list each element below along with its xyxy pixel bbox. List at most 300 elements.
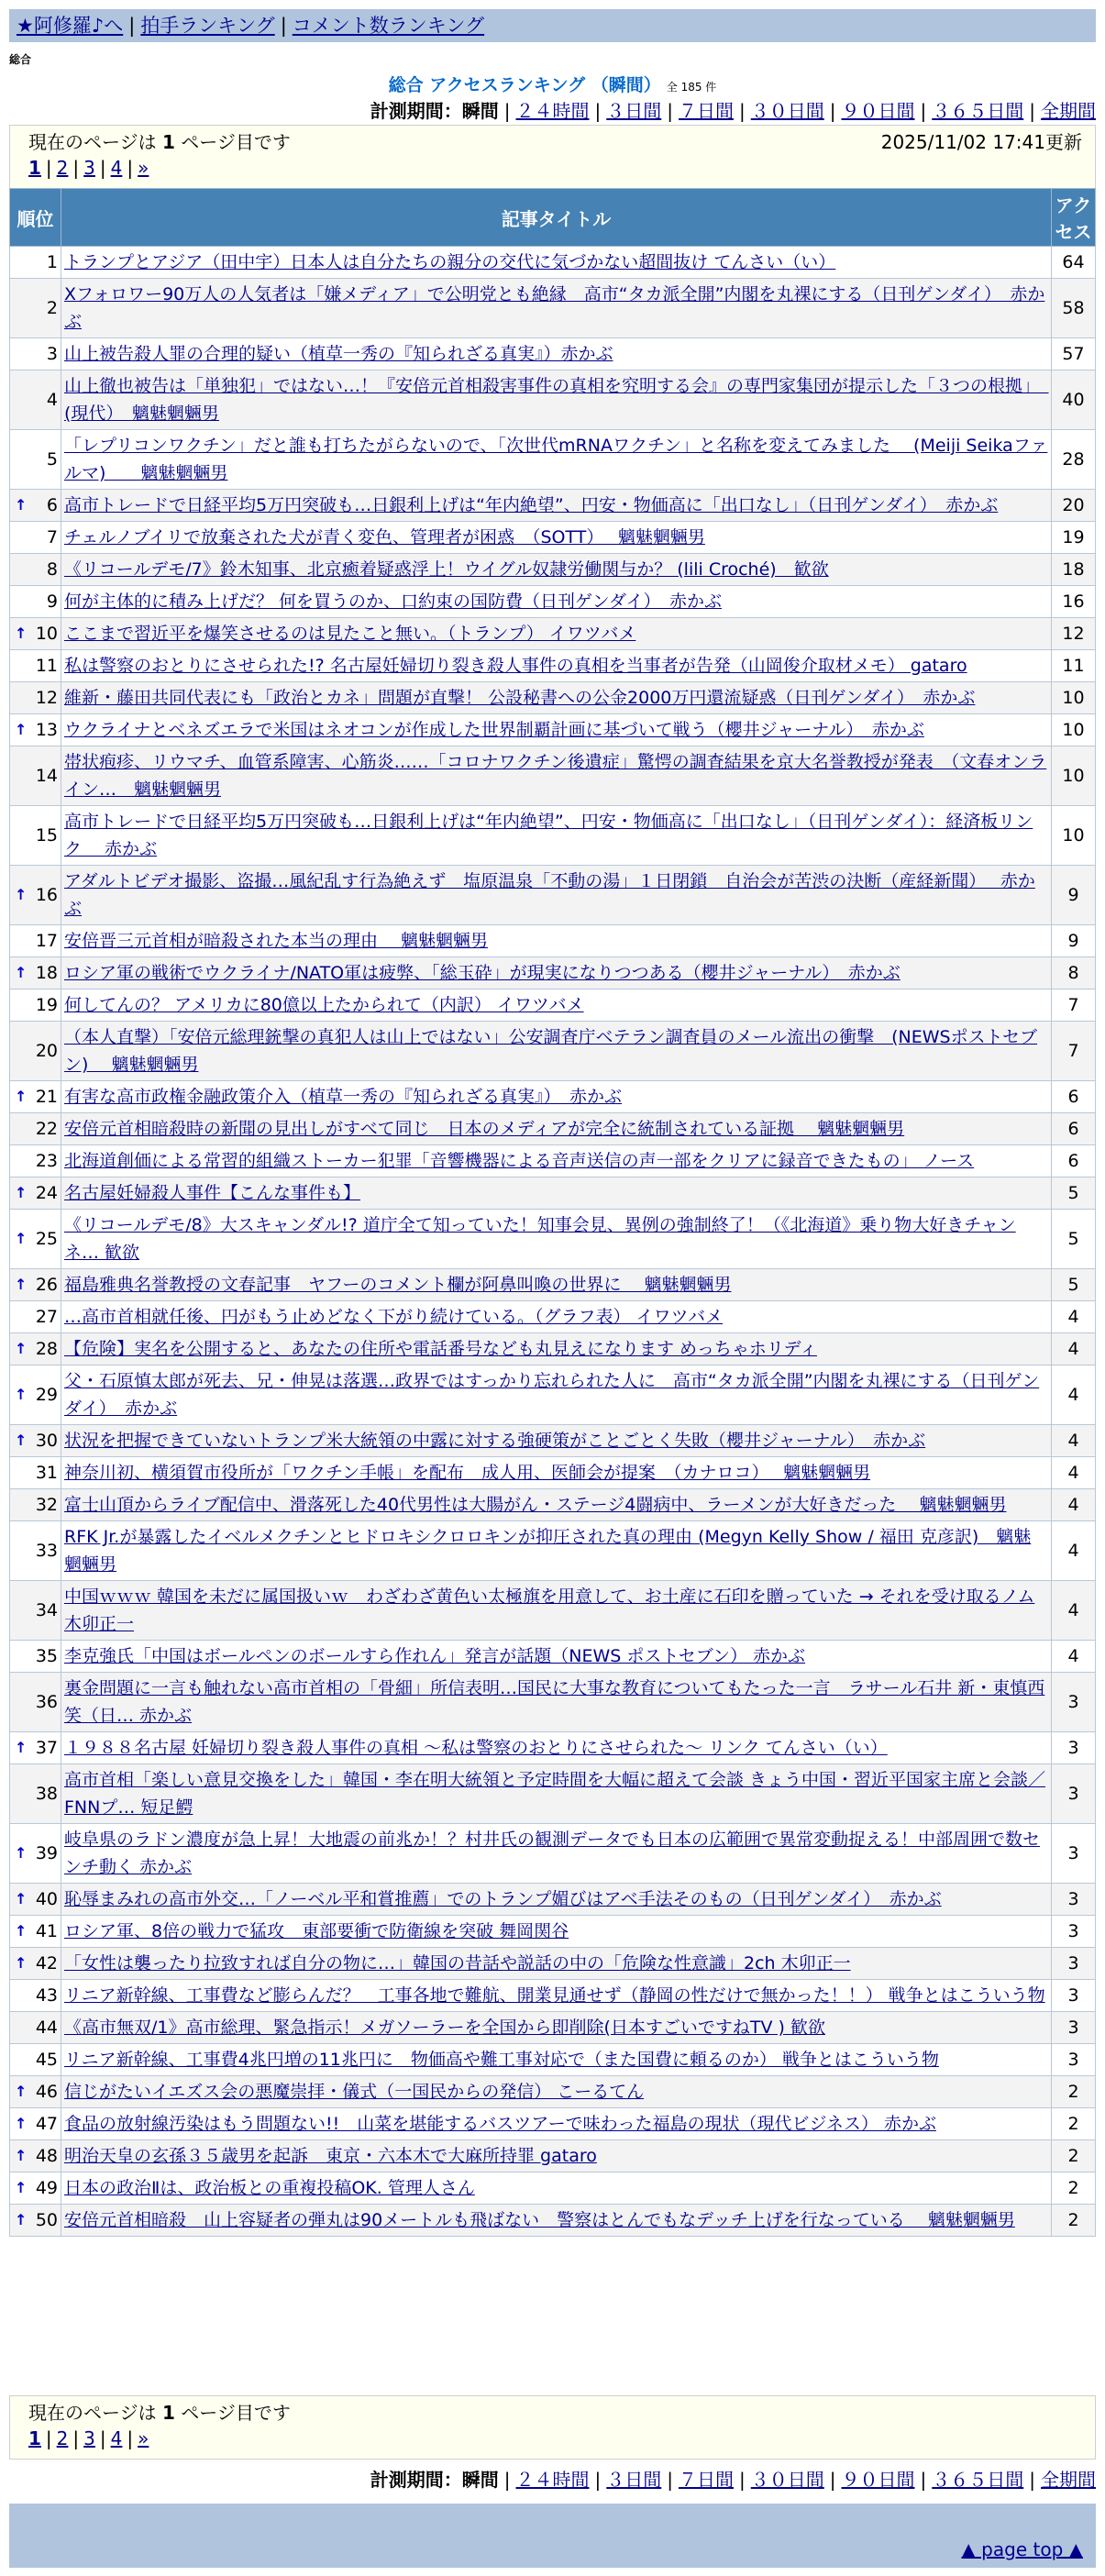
period-option-link[interactable]: ９０日間: [841, 100, 915, 122]
rank-cell: [10, 1581, 61, 1641]
access-count: 3: [1052, 2044, 1096, 2076]
article-title-link[interactable]: 何してんの？ アメリカに80億以上たかられて（内訳） イワツバメ: [64, 995, 584, 1015]
table-row: [10, 714, 1096, 746]
page-link[interactable]: 2: [56, 157, 69, 179]
title-cell: [61, 925, 1052, 957]
access-count: 4: [1052, 1333, 1096, 1365]
page-separator: |: [99, 2427, 106, 2449]
current-page-line: [28, 2400, 1077, 2426]
article-title-link[interactable]: ロシア軍、8倍の戦力で猛攻 東部要衝で防衛線を突破 舞岡関谷: [64, 1921, 569, 1941]
rank-cell: [10, 338, 61, 370]
rank-up-arrow-icon: ↑: [15, 1230, 28, 1247]
title-cell: [61, 2108, 1052, 2140]
rank-up-arrow-icon: ↑: [15, 1088, 28, 1105]
rank-cell: [10, 1673, 61, 1732]
rank-number: 32: [35, 1495, 58, 1515]
title-cell: [61, 247, 1052, 279]
rank-number: 41: [35, 1921, 58, 1941]
article-title-link[interactable]: （本人直撃）「安倍元総理銃撃の真犯人は山上ではない」公安調査庁ベテラン調査員のメール流出の衝撃 (NEWSポストセブン) 魑魅魍魎男: [64, 1027, 1038, 1075]
asyura-home-link[interactable]: ★阿修羅♪へ: [17, 15, 124, 37]
rank-cell: [10, 957, 61, 989]
rank-number: 43: [35, 1985, 58, 2006]
access-count: 2: [1052, 2108, 1096, 2140]
table-row: [10, 370, 1096, 430]
ranking-table: [9, 188, 1096, 2237]
period-label: 計測期間：: [370, 100, 462, 122]
rank-cell: [10, 1732, 61, 1764]
table-row: [10, 1081, 1096, 1113]
article-title-link[interactable]: 「レプリコンワクチン」だと誰も打ちたがらないので、「次世代mRNAワクチン」と名称を変えてみました (Meiji Seikaファルマ) 魑魅魍魎男: [64, 436, 1048, 483]
article-title-link[interactable]: 食品の放射線汚染はもう問題ない!! 山菜を堪能するバスツアーで味わった福島の現状（現代ビジネス） 赤かぶ: [64, 2114, 936, 2134]
rank-cell: [10, 1210, 61, 1269]
period-option-link[interactable]: 全期間: [1041, 2469, 1096, 2491]
current-page-text: ページ目です: [174, 2402, 291, 2424]
rank-cell: [10, 554, 61, 586]
title-cell: [61, 2044, 1052, 2076]
access-count: 5: [1052, 1210, 1096, 1269]
period-separator: |: [829, 2469, 836, 2491]
table-row: [10, 1365, 1096, 1425]
period-option-link[interactable]: ３６５日間: [932, 2469, 1024, 2491]
article-title-link[interactable]: 日本の政治Ⅱは、政治板との重複投稿OK. 管理人さん: [64, 2178, 475, 2198]
rank-up-arrow-icon: ↑: [15, 2083, 28, 2100]
title-cell: [61, 1210, 1052, 1269]
rank-number: 42: [35, 1953, 58, 1973]
page-link[interactable]: 4: [110, 157, 123, 179]
title-cell: [61, 1333, 1052, 1365]
table-row: [10, 1764, 1096, 1824]
rank-number: 20: [35, 1041, 58, 1061]
article-title-link[interactable]: 岐阜県のラドン濃度が急上昇！大地震の前兆か！？村井氏の観測データでも日本の広範囲で異常変動捉える！中部周囲で数センチ動く 赤かぶ: [64, 1830, 1041, 1877]
rank-number: 22: [35, 1119, 58, 1139]
period-option-link[interactable]: ７日間: [679, 2469, 734, 2491]
page-separator: |: [45, 157, 52, 179]
current-page-text: ページ目です: [174, 131, 291, 153]
page-link[interactable]: 2: [56, 2427, 69, 2449]
page-top-link[interactable]: ▲ page top ▲: [961, 2538, 1083, 2560]
rank-cell: [10, 1145, 61, 1177]
title-cell: [61, 1948, 1052, 1980]
pager-top: [9, 125, 1096, 189]
rank-cell: [10, 989, 61, 1022]
rank-number: 7: [46, 527, 58, 547]
rank-number: 9: [46, 591, 58, 612]
rank-cell: [10, 682, 61, 714]
article-title-link[interactable]: 《リコールデモ/7》鈴木知事、北京癒着疑惑浮上！ウイグル奴隷労働関与か？ (lili Croché) 歓欲: [64, 559, 829, 580]
access-count: 4: [1052, 1521, 1096, 1581]
rank-number: 1: [46, 252, 58, 272]
rank-number: 10: [35, 624, 58, 644]
rank-cell: [10, 586, 61, 618]
table-row: [10, 1457, 1096, 1489]
article-title-link[interactable]: 富士山頂からライブ配信中、滑落死した40代男性は大腸がん・ステージ4闘病中、ラーメンが大好きだった 魑魅魍魎男: [64, 1495, 1007, 1515]
page-separator: |: [72, 157, 80, 179]
article-title-link[interactable]: 有害な高市政権金融政策介入（植草一秀の『知られざる真実』） 赤かぶ: [64, 1087, 623, 1107]
table-row: [10, 1210, 1096, 1269]
access-count: 18: [1052, 554, 1096, 586]
rank-up-arrow-icon: ↑: [15, 964, 28, 981]
access-count: 57: [1052, 338, 1096, 370]
article-title-link[interactable]: 【危険】実名を公開すると、あなたの住所や電話番号なども丸見えになります めっちゃホリディ: [64, 1339, 817, 1359]
rank-cell: [10, 1764, 61, 1824]
period-separator: |: [920, 2469, 927, 2491]
article-title-link[interactable]: 信じがたいイエズス会の悪魔崇拝・儀式（一国民からの発信） こーるてん: [64, 2082, 645, 2102]
rank-number: 47: [35, 2114, 58, 2134]
rank-number: 25: [35, 1229, 58, 1249]
access-count: 58: [1052, 279, 1096, 338]
title-cell: [61, 1641, 1052, 1673]
table-row: [10, 247, 1096, 279]
rank-cell: [10, 1425, 61, 1457]
title-cell: [61, 2012, 1052, 2044]
table-row: [10, 746, 1096, 806]
article-title-link[interactable]: 《リコールデモ/8》大スキャンダル!? 道庁全て知っていた！知事会見、異例の強制終了！（《北海道》乗り物大好きチャンネ… 歓欲: [64, 1215, 1016, 1263]
table-row: [10, 1948, 1096, 1980]
period-option-link[interactable]: ７日間: [679, 100, 734, 122]
access-count: 4: [1052, 1301, 1096, 1333]
article-title-link[interactable]: 高市トレードで日経平均5万円突破も…日銀利上げは“年内絶望”、円安・物価高に「出口なし」（日刊ゲンダイ） 赤かぶ: [64, 495, 999, 515]
page-link[interactable]: 4: [110, 2427, 123, 2449]
article-title-link[interactable]: 父・石原慎太郎が死去、兄・伸晃は落選…政界ではすっかり忘れられた人に 高市“タカ派全開”内閣を丸裸にする（日刊ゲンダイ） 赤かぶ: [64, 1371, 1040, 1419]
rank-cell: [10, 806, 61, 866]
title-cell: [61, 490, 1052, 522]
article-title-link[interactable]: Xフォロワー90万人の人気者は「嫌メディア」で公明党とも絶縁 高市“タカ派全開”内閣を丸裸にする（日刊ゲンダイ） 赤かぶ: [64, 284, 1045, 332]
rank-number: 36: [35, 1692, 58, 1712]
page-separator: |: [127, 2427, 134, 2449]
title-cell: [61, 554, 1052, 586]
title-cell: [61, 1301, 1052, 1333]
article-title-link[interactable]: 何が主体的に積み上げだ？ 何を買うのか、口約束の国防費（日刊ゲンダイ） 赤かぶ: [64, 591, 723, 612]
period-option-link[interactable]: ３６５日間: [932, 100, 1024, 122]
title-cell: [61, 1269, 1052, 1301]
table-row: [10, 2076, 1096, 2108]
page-separator: |: [45, 2427, 52, 2449]
rank-cell: [10, 746, 61, 806]
table-row: [10, 522, 1096, 554]
rank-cell: [10, 1884, 61, 1916]
title-cell: [61, 682, 1052, 714]
period-label: 計測期間：: [370, 2469, 462, 2491]
table-row: [10, 1884, 1096, 1916]
title-cell: [61, 1824, 1052, 1884]
article-title-link[interactable]: １９８８名古屋 妊婦切り裂き殺人事件の真相 ～私は警察のおとりにさせられた～ リンク てんさい（い）: [64, 1738, 888, 1758]
rank-cell: [10, 1948, 61, 1980]
title-cell: [61, 1113, 1052, 1145]
table-row: [10, 650, 1096, 682]
table-row: [10, 989, 1096, 1022]
rank-up-arrow-icon: ↑: [15, 2147, 28, 2164]
article-title-link[interactable]: 高市首相「楽しい意見交換をした」韓国・李在明大統領と予定時間を大幅に超えて会談 きょう中国・習近平国家主席と会談／FNNプ… 短足鰐: [64, 1770, 1046, 1818]
table-row: [10, 2140, 1096, 2172]
title-cell: [61, 2205, 1052, 2237]
article-title-link[interactable]: 帯状疱疹、リウマチ、血管系障害、心筋炎……「コロナワクチン後遺症」驚愕の調査結果を京大名誉教授が発表 （文春オンライン… 魑魅魍魎男: [64, 752, 1047, 800]
access-count: 4: [1052, 1581, 1096, 1641]
article-title-link[interactable]: リニア新幹線、工事費4兆円増の11兆円に 物価高や難工事対応で（また国費に頼るのか） 戦争とはこういう物: [64, 2050, 939, 2070]
page-link[interactable]: 1: [28, 2427, 41, 2449]
article-title-link[interactable]: 名古屋妊婦殺人事件【こんな事件も】: [64, 1183, 361, 1203]
table-row: [10, 1673, 1096, 1732]
rank-up-arrow-icon: ↑: [15, 1276, 28, 1293]
page-title: 総合 アクセスランキング （瞬間）: [388, 75, 661, 95]
rank-cell: [10, 618, 61, 650]
period-option-link[interactable]: ２４時間: [515, 100, 590, 122]
period-option-link[interactable]: ３日間: [606, 100, 662, 122]
rank-number: 49: [35, 2178, 58, 2198]
rank-number: 19: [35, 995, 58, 1015]
rank-up-arrow-icon: ↑: [15, 1890, 28, 1907]
page-links: [28, 155, 1077, 181]
article-title-link[interactable]: 「女性は襲ったり拉致すれば自分の物に…」韓国の昔話や説話の中の「危険な性意識」2ch 木卯正一: [64, 1953, 851, 1973]
table-row: [10, 1824, 1096, 1884]
article-title-link[interactable]: 維新・藤田共同代表にも「政治とカネ」問題が直撃！ 公設秘書への公金2000万円還流疑惑（日刊ゲンダイ） 赤かぶ: [64, 688, 976, 708]
article-title-link[interactable]: 状況を把握できていないトランプ米大統領の中露に対する強硬策がことごとく失敗（櫻井ジャーナル） 赤かぶ: [64, 1431, 926, 1451]
title-cell: [61, 522, 1052, 554]
rank-number: 26: [35, 1275, 58, 1295]
article-title-link[interactable]: チェルノブイリで放棄された犬が青く変色、管理者が困惑 （SOTT） 魑魅魍魎男: [64, 527, 705, 547]
access-count: 20: [1052, 490, 1096, 522]
rank-number: 23: [35, 1151, 58, 1171]
current-page-text: 現在のページは: [28, 2402, 162, 2424]
rank-cell: [10, 1980, 61, 2012]
rank-cell: [10, 2012, 61, 2044]
rank-number: 21: [35, 1087, 58, 1107]
article-title-link[interactable]: …高市首相就任後、円がもう止めどなく下がり続けている。（グラフ表） イワツバメ: [64, 1307, 724, 1327]
period-option-link[interactable]: ３日間: [606, 2469, 662, 2491]
article-title-link[interactable]: 高市トレードで日経平均5万円突破も…日銀利上げは“年内絶望”、円安・物価高に「出口なし」（日刊ゲンダイ）：経済板リンク 赤かぶ: [64, 812, 1033, 859]
table-row: [10, 957, 1096, 989]
title-cell: [61, 2140, 1052, 2172]
rank-number: 35: [35, 1646, 58, 1666]
rank-number: 2: [46, 298, 58, 318]
rank-cell: [10, 2172, 61, 2205]
title-cell: [61, 650, 1052, 682]
period-option-link[interactable]: ３０日間: [750, 100, 824, 122]
page-link[interactable]: »: [138, 2427, 149, 2449]
period-option-link[interactable]: ３０日間: [750, 2469, 824, 2491]
rank-cell: [10, 2076, 61, 2108]
article-title-link[interactable]: 山上徹也被告は「単独犯」ではない…！『安倍元首相殺害事件の真相を究明する会』の専門家集団が提示した「３つの根拠」 (現代） 魑魅魍魎男: [64, 376, 1049, 424]
article-title-link[interactable]: 福島雅典名誉教授の文春記事 ヤフーのコメント欄が阿鼻叫喚の世界に 魑魅魍魎男: [64, 1275, 732, 1295]
rank-number: 37: [35, 1738, 58, 1758]
table-row: [10, 2172, 1096, 2205]
period-separator: |: [503, 2469, 511, 2491]
access-count: 2: [1052, 2140, 1096, 2172]
article-title-link[interactable]: リニア新幹線、工事費など膨らんだ？ 工事各地で難航、開業見通せず（静岡の性だけで無かった！！） 戦争とはこういう物: [64, 1985, 1045, 2006]
period-separator: |: [1029, 2469, 1035, 2491]
title-cell: [61, 338, 1052, 370]
title-cell: [61, 1145, 1052, 1177]
rank-number: 45: [35, 2050, 58, 2070]
table-row: [10, 2108, 1096, 2140]
article-title-link[interactable]: 山上被告殺人罪の合理的疑い（植草一秀の『知られざる真実』）赤かぶ: [64, 344, 613, 364]
rank-number: 27: [35, 1307, 58, 1327]
rank-cell: [10, 1824, 61, 1884]
article-title-link[interactable]: 北海道創価による常習的組織ストーカー犯罪「音響機器による音声送信の声一部をクリアに録音できたもの」 ノース: [64, 1151, 975, 1171]
rank-up-arrow-icon: ↑: [15, 1184, 28, 1201]
rank-cell: [10, 1269, 61, 1301]
rank-number: 12: [35, 688, 58, 708]
access-count: 5: [1052, 1269, 1096, 1301]
rank-cell: [10, 1333, 61, 1365]
title-cell: [61, 618, 1052, 650]
table-row: [10, 618, 1096, 650]
table-row: [10, 1489, 1096, 1521]
table-row: [10, 925, 1096, 957]
rank-cell: [10, 1365, 61, 1425]
article-title-link[interactable]: RFK Jr.が暴露したイベルメクチンとヒドロキシクロロキンが抑圧された真の理由 (Megyn Kelly Show / 福田 克彦訳) 魑魅魍魎男: [64, 1527, 1032, 1575]
access-count: 3: [1052, 1764, 1096, 1824]
title-cell: [61, 957, 1052, 989]
rank-number: 18: [35, 963, 58, 983]
rank-cell: [10, 490, 61, 522]
page-separator: |: [72, 2427, 80, 2449]
applause-ranking-link[interactable]: 拍手ランキング: [140, 15, 275, 37]
access-count: 3: [1052, 1884, 1096, 1916]
rank-cell: [10, 650, 61, 682]
rank-cell: [10, 2044, 61, 2076]
title-cell: [61, 1365, 1052, 1425]
table-row: [10, 682, 1096, 714]
rank-number: 17: [35, 931, 58, 951]
rank-column-header: 順位: [10, 189, 61, 247]
access-count: 3: [1052, 1732, 1096, 1764]
table-row: [10, 338, 1096, 370]
access-count: 4: [1052, 1489, 1096, 1521]
pager-bottom: [9, 2395, 1096, 2460]
table-row: [10, 2044, 1096, 2076]
rank-number: 50: [35, 2210, 58, 2230]
current-page-text: 現在のページは: [28, 131, 162, 153]
article-title-link[interactable]: 裏金問題に一言も触れない高市首相の「骨細」所信表明…国民に大事な教育についてもたった一言 ラサール石井 新・東慎西笑（日… 赤かぶ: [64, 1678, 1045, 1726]
article-title-link[interactable]: 明治天皇の玄孫３５歳男を起訴 東京・六本木で大麻所持罪 gataro: [64, 2146, 597, 2166]
rank-number: 34: [35, 1600, 58, 1620]
rank-number: 11: [35, 656, 58, 676]
rank-up-arrow-icon: ↑: [15, 1340, 28, 1357]
period-option-link[interactable]: ２４時間: [515, 2469, 590, 2491]
rank-number: 14: [35, 766, 58, 786]
article-title-link[interactable]: ウクライナとベネズエラで米国はネオコンが作成した世界制覇計画に基づいて戦う（櫻井ジャーナル） 赤かぶ: [64, 720, 924, 740]
article-title-link[interactable]: 安倍晋三元首相が暗殺された本当の理由 魑魅魍魎男: [64, 931, 489, 951]
page-link[interactable]: »: [138, 157, 149, 179]
access-count: 10: [1052, 714, 1096, 746]
page-link[interactable]: 3: [83, 2427, 95, 2449]
article-title-link[interactable]: 私は警察のおとりにさせられた!? 名古屋妊婦切り裂き殺人事件の真相を当事者が告発（山岡俊介取材メモ） gataro: [64, 656, 967, 676]
access-count: 3: [1052, 1980, 1096, 2012]
period-option-link[interactable]: ９０日間: [841, 2469, 915, 2491]
period-separator: |: [503, 100, 511, 122]
title-cell: [61, 1884, 1052, 1916]
rank-number: 29: [35, 1385, 58, 1405]
rank-up-arrow-icon: ↑: [15, 886, 28, 903]
rank-number: 31: [35, 1463, 58, 1483]
rank-up-arrow-icon: ↑: [15, 1954, 28, 1972]
rank-up-arrow-icon: ↑: [15, 1432, 28, 1449]
title-cell: [61, 2172, 1052, 2205]
title-cell: [61, 806, 1052, 866]
title-cell: [61, 1425, 1052, 1457]
article-title-link[interactable]: 神奈川初、横須賀市役所が「ワクチン手帳」を配布 成人用、医師会が提案 （カナロコ） 魑魅魍魎男: [64, 1463, 871, 1483]
rank-number: 3: [46, 344, 58, 364]
rank-number: 40: [35, 1889, 58, 1909]
nav-separator: |: [128, 15, 136, 37]
title-cell: [61, 989, 1052, 1022]
table-row: [10, 1641, 1096, 1673]
title-cell: [61, 279, 1052, 338]
title-cell: [61, 1022, 1052, 1081]
rank-up-arrow-icon: ↑: [15, 1739, 28, 1756]
rank-cell: [10, 925, 61, 957]
period-option-link[interactable]: 全期間: [1041, 100, 1096, 122]
title-cell: [61, 1764, 1052, 1824]
current-page-number: 1: [161, 131, 175, 153]
period-current: 瞬間: [461, 2469, 499, 2491]
comment-ranking-link[interactable]: コメント数ランキング: [292, 15, 485, 37]
article-title-link[interactable]: 《高市無双/1》高市総理、緊急指示！メガソーラーを全国から即削除(日本すごいですねTV ) 歓欲: [64, 2018, 825, 2038]
rank-up-arrow-icon: ↑: [15, 2211, 28, 2228]
table-row: [10, 1301, 1096, 1333]
access-count: 28: [1052, 430, 1096, 490]
access-count: 9: [1052, 866, 1096, 925]
access-count: 3: [1052, 1673, 1096, 1732]
period-selector-bottom: [370, 2465, 1096, 2492]
title-cell: [61, 1673, 1052, 1732]
article-title-link[interactable]: ロシア軍の戦術でウクライナ/NATO軍は疲弊、「総玉砕」が現実になりつつある（櫻井ジャーナル） 赤かぶ: [64, 963, 901, 983]
rank-up-arrow-icon: ↑: [15, 1386, 28, 1403]
rank-cell: [10, 2205, 61, 2237]
article-title-link[interactable]: 安倍元首相暗殺 山上容疑者の弾丸は90メートルも飛ばない 警察はとんでもなデッチ上げを行なっている 魑魅魍魎男: [64, 2210, 1015, 2230]
period-separator: |: [739, 2469, 746, 2491]
title-cell: [61, 2076, 1052, 2108]
rank-cell: [10, 1081, 61, 1113]
rank-number: 5: [46, 449, 58, 470]
article-title-link[interactable]: 恥辱まみれの高市外交…「ノーベル平和賞推薦」でのトランプ媚びはアベ手法そのもの（日刊ゲンダイ） 赤かぶ: [64, 1889, 942, 1909]
table-row: [10, 866, 1096, 925]
rank-number: 6: [46, 495, 58, 515]
title-cell: [61, 430, 1052, 490]
rank-up-arrow-icon: ↑: [15, 2179, 28, 2196]
page-link[interactable]: 1: [28, 157, 41, 179]
table-row: [10, 1022, 1096, 1081]
period-separator: |: [920, 100, 927, 122]
article-title-link[interactable]: 安倍元首相暗殺時の新聞の見出しがすべて同じ 日本のメディアが完全に統制されている証拠 魑魅魍魎男: [64, 1119, 905, 1139]
rank-cell: [10, 1641, 61, 1673]
article-title-link[interactable]: アダルトビデオ撮影、盗撮…風紀乱す行為絶えず 塩原温泉「不動の湯」１日閉鎖 自治会が苦渋の決断（産経新聞） 赤かぶ: [64, 871, 1035, 919]
table-header-row: [10, 189, 1096, 247]
article-title-link[interactable]: トランプとアジア（田中宇）日本人は自分たちの親分の交代に気づかない超間抜け てんさい（い）: [64, 252, 836, 272]
title-cell: [61, 370, 1052, 430]
category-label: 総合: [9, 53, 32, 66]
article-title-link[interactable]: 中国ｗｗｗ 韓国を未だに属国扱いｗ わざわざ黄色い太極旗を用意して、お土産に石印を贈っていた → それを受け取るノム 木卯正一: [64, 1587, 1035, 1634]
rank-up-arrow-icon: ↑: [15, 625, 28, 642]
article-title-link[interactable]: ここまで習近平を爆笑させるのは見たこと無い。（トランプ） イワツバメ: [64, 624, 636, 644]
table-row: [10, 2012, 1096, 2044]
access-count: 6: [1052, 1145, 1096, 1177]
rank-number: 38: [35, 1784, 58, 1804]
rank-cell: [10, 1457, 61, 1489]
article-title-link[interactable]: 李克強氏「中国はボールペンのボールすら作れん」発言が話題（NEWS ポストセブン） 赤かぶ: [64, 1646, 806, 1666]
title-cell: [61, 866, 1052, 925]
footer-bar: [9, 2504, 1096, 2568]
period-separator: |: [667, 2469, 673, 2491]
table-row: [10, 1521, 1096, 1581]
title-cell: [61, 1457, 1052, 1489]
access-count: 2: [1052, 2205, 1096, 2237]
access-count: 6: [1052, 1113, 1096, 1145]
rank-cell: [10, 1916, 61, 1948]
access-count: 5: [1052, 1177, 1096, 1210]
page-link[interactable]: 3: [83, 157, 95, 179]
access-count: 10: [1052, 806, 1096, 866]
